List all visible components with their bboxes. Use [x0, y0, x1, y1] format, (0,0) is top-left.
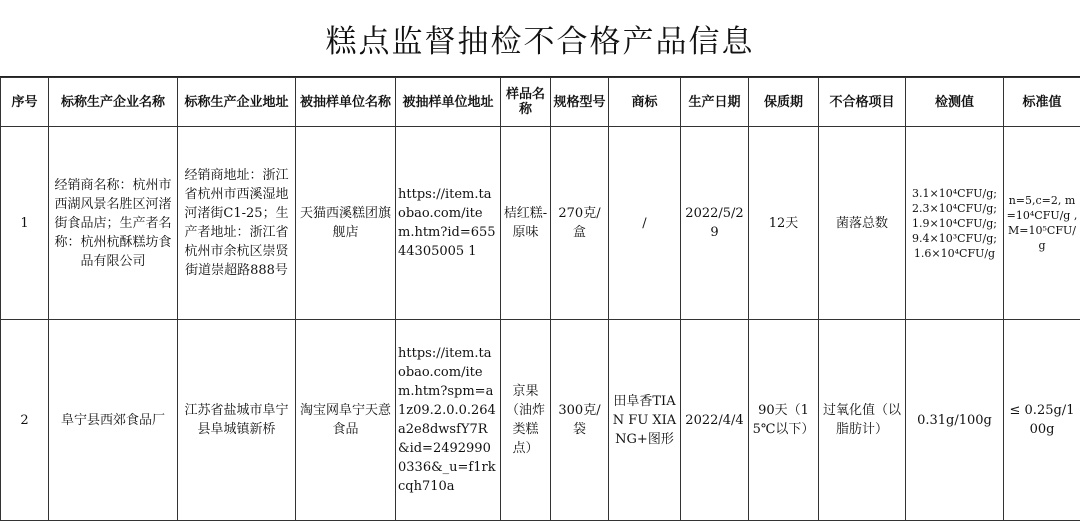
- cell-shelf-life: 90天（15℃以下）: [749, 320, 819, 521]
- cell-failed-item: 菌落总数: [819, 127, 906, 320]
- cell-failed-item: 过氧化值（以脂肪计）: [819, 320, 906, 521]
- cell-production-date: 2022/5/29: [681, 127, 749, 320]
- cell-test-value: 3.1×10⁴CFU/g; 2.3×10⁴CFU/g; 1.9×10⁴CFU/g; 9.4×10³CFU/g; 1.6×10⁴CFU/g: [906, 127, 1004, 320]
- page-title: 糕点监督抽检不合格产品信息: [0, 0, 1080, 78]
- cell-spec: 300克/袋: [551, 320, 609, 521]
- header-manufacturer-address: 标称生产企业地址: [178, 78, 296, 127]
- cell-sample-name: 桔红糕-原味: [501, 127, 551, 320]
- inspection-table: [0, 77, 1080, 521]
- cell-test-value: 0.31g/100g: [906, 320, 1004, 521]
- cell-production-date: 2022/4/4: [681, 320, 749, 521]
- table-row: [1, 320, 1080, 521]
- header-production-date: 生产日期: [681, 78, 749, 127]
- header-manufacturer: 标称生产企业名称: [49, 78, 178, 127]
- cell-sampled-address: https://item.taobao.com/item.htm?spm=a1z09.2.0.0.264a2e8dwsfY7R&id=24929900336&_u=f1rkcqh710a: [396, 320, 501, 521]
- table-row: [1, 127, 1080, 320]
- cell-sampled-unit: 淘宝网阜宁天意食品: [296, 320, 396, 521]
- header-spec: 规格型号: [551, 78, 609, 127]
- header-brand: 商标: [609, 78, 681, 127]
- cell-shelf-life: 12天: [749, 127, 819, 320]
- table-header-row: [1, 78, 1080, 127]
- cell-standard-value: n=5,c=2, m=10⁴CFU/g , M=10⁵CFU/ g: [1004, 127, 1080, 320]
- cell-no: 1: [1, 127, 49, 320]
- cell-manufacturer: 阜宁县西郊食品厂: [49, 320, 178, 521]
- header-failed-item: 不合格项目: [819, 78, 906, 127]
- header-sampled-unit: 被抽样单位名称: [296, 78, 396, 127]
- header-sample-name: 样品名称: [501, 78, 551, 127]
- header-shelf-life: 保质期: [749, 78, 819, 127]
- cell-brand: /: [609, 127, 681, 320]
- header-no: 序号: [1, 78, 49, 127]
- cell-standard-value: ≤ 0.25g/100g: [1004, 320, 1080, 521]
- cell-manufacturer: 经销商名称：杭州市西湖风景名胜区河渚街食品店；生产者名称：杭州杭酥糕坊食品有限公司: [49, 127, 178, 320]
- cell-sampled-unit: 天猫西溪糕团旗舰店: [296, 127, 396, 320]
- cell-manufacturer-address: 经销商地址：浙江省杭州市西溪湿地河渚街C1-25；生产者地址：浙江省杭州市余杭区崇贤街道崇超路888号: [178, 127, 296, 320]
- cell-no: 2: [1, 320, 49, 521]
- header-sampled-address: 被抽样单位地址: [396, 78, 501, 127]
- cell-sample-name: 京果（油炸类糕点）: [501, 320, 551, 521]
- header-test-value: 检测值: [906, 78, 1004, 127]
- cell-sampled-address: https://item.taobao.com/item.htm?id=65544305005 1: [396, 127, 501, 320]
- cell-spec: 270克/盒: [551, 127, 609, 320]
- cell-brand: 田阜香TIAN FU XIANG+图形: [609, 320, 681, 521]
- cell-manufacturer-address: 江苏省盐城市阜宁县阜城镇新桥: [178, 320, 296, 521]
- header-standard-value: 标准值: [1004, 78, 1080, 127]
